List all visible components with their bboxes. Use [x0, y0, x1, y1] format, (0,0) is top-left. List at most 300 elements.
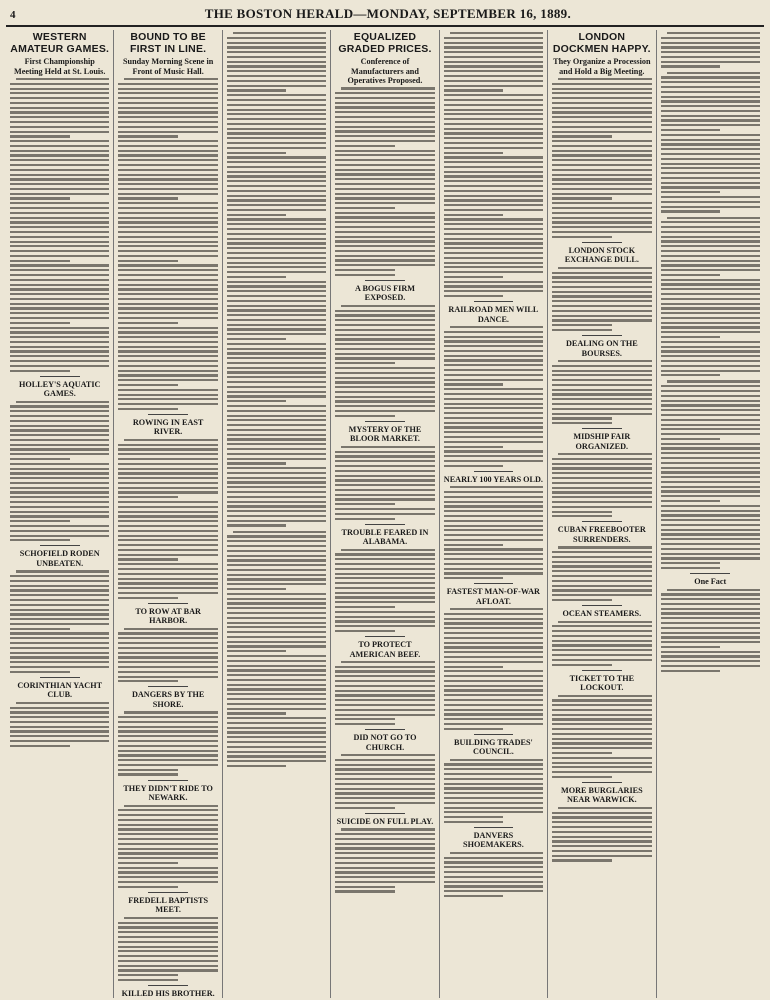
- text-block: [444, 32, 543, 297]
- text-line: [341, 446, 434, 448]
- text-line: [335, 518, 395, 520]
- text-line: [118, 250, 217, 252]
- text-line: [558, 695, 651, 697]
- text-line: [552, 286, 651, 288]
- text-line: [661, 303, 760, 305]
- text-line: [10, 107, 109, 109]
- text-line: [661, 433, 760, 435]
- text-line: [118, 578, 217, 580]
- text-line: [118, 867, 217, 869]
- text-line: [227, 271, 326, 273]
- text-line: [552, 315, 651, 317]
- text-line: [227, 545, 326, 547]
- text-line: [118, 317, 217, 319]
- text-line: [10, 183, 109, 185]
- text-line: [227, 626, 326, 628]
- text-line: [661, 390, 760, 392]
- text-line: [10, 317, 109, 319]
- text-line: [552, 747, 651, 749]
- text-line: [335, 216, 434, 218]
- text-line: [661, 670, 721, 672]
- text-line: [552, 511, 612, 513]
- text-line: [118, 341, 217, 343]
- column-body: [118, 78, 217, 998]
- text-line: [661, 524, 760, 526]
- text-line: [552, 709, 651, 711]
- text-line: [552, 723, 651, 725]
- section-head: OCEAN STEAMERS.: [562, 609, 642, 619]
- text-line: [552, 649, 651, 651]
- text-line: [118, 88, 217, 90]
- section-head: NEARLY 100 YEARS OLD.: [443, 474, 543, 484]
- text-line: [335, 508, 434, 510]
- text-line: [227, 190, 326, 192]
- text-line: [118, 92, 217, 94]
- text-line: [227, 462, 287, 464]
- text-line: [10, 336, 109, 338]
- text-line: [227, 395, 326, 397]
- text-block: [227, 531, 326, 767]
- text-line: [335, 704, 434, 706]
- text-line: [335, 231, 434, 233]
- text-line: [118, 260, 178, 262]
- text-line: [444, 355, 543, 357]
- text-line: [444, 763, 543, 765]
- text-line: [335, 709, 434, 711]
- text-line: [10, 188, 109, 190]
- text-line: [10, 298, 109, 300]
- text-line: [444, 422, 543, 424]
- text-line: [227, 708, 326, 710]
- text-line: [118, 255, 217, 257]
- text-line: [558, 807, 651, 809]
- text-line: [227, 233, 326, 235]
- text-line: [552, 145, 651, 147]
- text-line: [118, 403, 217, 405]
- text-line: [661, 110, 760, 112]
- text-line: [335, 606, 395, 608]
- text-line: [118, 245, 217, 247]
- text-line: [118, 936, 217, 938]
- text-line: [444, 89, 504, 91]
- text-line: [552, 140, 651, 142]
- text-line: [227, 295, 326, 297]
- text-line: [16, 702, 109, 704]
- headline: EQUALIZED GRADED PRICES.: [338, 31, 432, 55]
- column-body: [10, 78, 109, 747]
- text-line: [118, 159, 217, 161]
- text-line: [335, 857, 434, 859]
- text-line: [661, 414, 760, 416]
- text-line: [227, 175, 326, 177]
- text-line: [227, 496, 326, 498]
- text-line: [552, 231, 651, 233]
- text-line: [335, 699, 434, 701]
- text-line: [558, 78, 651, 80]
- text-line: [444, 553, 543, 555]
- text-line: [661, 326, 760, 328]
- text-line: [335, 764, 434, 766]
- text-line: [444, 56, 543, 58]
- text-line: [335, 592, 434, 594]
- text-line: [661, 336, 721, 338]
- text-line: [444, 152, 504, 154]
- text-line: [661, 562, 721, 564]
- text-line: [10, 83, 109, 85]
- text-block: [552, 621, 651, 666]
- text-line: [552, 422, 612, 424]
- text-line: [444, 666, 504, 668]
- text-line: [335, 783, 434, 785]
- text-line: [335, 381, 434, 383]
- text-line: [124, 805, 217, 807]
- text-line: [552, 281, 651, 283]
- text-line: [444, 383, 504, 385]
- text-line: [661, 245, 760, 247]
- text-line: [335, 503, 395, 505]
- column-3: [223, 30, 331, 998]
- text-line: [661, 529, 760, 531]
- text-line: [335, 250, 434, 252]
- text-line: [552, 733, 651, 735]
- text-line: [552, 859, 612, 861]
- text-line: [227, 617, 326, 619]
- text-line: [661, 240, 760, 242]
- section-head: MORE BURGLARIES NEAR WARWICK.: [560, 786, 643, 805]
- text-line: [335, 140, 434, 142]
- text-line: [444, 441, 543, 443]
- text-line: [118, 202, 217, 204]
- text-line: [118, 974, 178, 976]
- text-line: [227, 309, 326, 311]
- text-line: [10, 468, 109, 470]
- text-line: [227, 161, 326, 163]
- section-rule: [365, 729, 405, 730]
- text-line: [10, 444, 109, 446]
- text-line: [444, 713, 543, 715]
- text-line: [10, 140, 109, 142]
- text-line: [118, 506, 217, 508]
- text-line: [552, 408, 651, 410]
- section-rule: [582, 605, 622, 606]
- text-line: [118, 408, 178, 410]
- text-line: [444, 166, 543, 168]
- text-line: [444, 778, 543, 780]
- text-line: [118, 331, 217, 333]
- text-line: [444, 642, 543, 644]
- text-line: [124, 628, 217, 630]
- text-line: [335, 694, 434, 696]
- text-line: [444, 792, 543, 794]
- text-line: [335, 484, 434, 486]
- text-line: [118, 135, 178, 137]
- text-line: [227, 109, 326, 111]
- text-line: [661, 172, 760, 174]
- text-line: [118, 558, 178, 560]
- section-head: One Fact: [694, 577, 727, 587]
- text-line: [118, 322, 178, 324]
- text-line: [335, 465, 434, 467]
- text-line: [552, 762, 651, 764]
- text-line: [552, 183, 651, 185]
- text-block: [661, 72, 760, 213]
- text-line: [118, 303, 217, 305]
- text-line: [335, 714, 434, 716]
- text-line: [444, 104, 543, 106]
- text-line: [661, 452, 760, 454]
- text-block: [552, 807, 651, 862]
- text-line: [552, 188, 651, 190]
- text-line: [661, 279, 760, 281]
- text-line: [227, 722, 326, 724]
- text-block: [335, 549, 434, 632]
- text-line: [661, 115, 760, 117]
- text-block: [10, 78, 109, 372]
- text-line: [335, 867, 434, 869]
- text-line: [227, 486, 326, 488]
- text-line: [118, 515, 217, 517]
- text-line: [552, 472, 651, 474]
- text-line: [552, 226, 651, 228]
- text-line: [444, 426, 543, 428]
- text-line: [444, 340, 543, 342]
- text-line: [227, 434, 326, 436]
- text-line: [10, 350, 109, 352]
- text-line: [661, 134, 760, 136]
- text-line: [552, 718, 651, 720]
- text-line: [335, 102, 434, 104]
- text-line: [227, 491, 326, 493]
- text-line: [552, 319, 651, 321]
- text-line: [10, 511, 109, 513]
- text-line: [552, 417, 612, 419]
- text-line: [661, 191, 721, 193]
- text-line: [661, 331, 760, 333]
- text-line: [661, 612, 760, 614]
- text-line: [444, 496, 543, 498]
- text-line: [552, 766, 651, 768]
- text-line: [10, 604, 109, 606]
- text-line: [661, 632, 760, 634]
- section-head: KILLED HIS BROTHER.: [121, 989, 215, 998]
- text-line: [227, 438, 326, 440]
- text-line: [335, 121, 434, 123]
- text-line: [118, 886, 178, 888]
- text-line: [227, 622, 326, 624]
- text-line: [661, 419, 760, 421]
- text-line: [227, 453, 326, 455]
- text-line: [661, 81, 760, 83]
- text-line: [10, 515, 109, 517]
- text-line: [341, 87, 434, 89]
- text-line: [444, 515, 543, 517]
- text-line: [661, 365, 760, 367]
- text-line: [10, 288, 109, 290]
- text-line: [227, 458, 326, 460]
- text-line: [118, 582, 217, 584]
- text-line: [444, 161, 543, 163]
- section-rule: [474, 734, 514, 735]
- text-line: [227, 257, 326, 259]
- text-line: [118, 482, 217, 484]
- text-line: [10, 410, 109, 412]
- text-line: [227, 204, 326, 206]
- text-line: [444, 568, 543, 570]
- text-line: [552, 202, 651, 204]
- text-line: [227, 209, 326, 211]
- text-line: [661, 312, 760, 314]
- text-line: [444, 403, 543, 405]
- text-line: [10, 405, 109, 407]
- text-line: [227, 760, 326, 762]
- text-line: [335, 173, 434, 175]
- text-line: [661, 236, 760, 238]
- text-line: [227, 679, 326, 681]
- text-line: [10, 482, 109, 484]
- text-line: [118, 379, 217, 381]
- text-line: [118, 637, 217, 639]
- text-line: [335, 353, 434, 355]
- text-line: [661, 148, 760, 150]
- text-line: [10, 327, 109, 329]
- text-line: [552, 477, 651, 479]
- text-line: [444, 529, 543, 531]
- text-line: [10, 628, 70, 630]
- text-line: [227, 180, 326, 182]
- text-line: [661, 495, 760, 497]
- text-line: [118, 563, 217, 565]
- text-line: [552, 135, 612, 137]
- text-line: [667, 589, 760, 591]
- text-line: [227, 171, 326, 173]
- text-line: [552, 97, 651, 99]
- text-line: [444, 558, 543, 560]
- text-line: [444, 290, 543, 292]
- text-line: [661, 385, 760, 387]
- text-line: [444, 223, 543, 225]
- text-line: [10, 150, 109, 152]
- text-line: [227, 252, 326, 254]
- text-line: [227, 481, 326, 483]
- text-line: [10, 730, 109, 732]
- text-line: [552, 580, 651, 582]
- text-line: [552, 178, 651, 180]
- text-line: [552, 855, 651, 857]
- text-line: [10, 439, 109, 441]
- text-line: [227, 381, 326, 383]
- text-line: [661, 269, 760, 271]
- section-rule: [148, 892, 188, 893]
- text-line: [335, 319, 434, 321]
- text-line: [552, 826, 651, 828]
- text-line: [444, 811, 543, 813]
- text-line: [335, 577, 434, 579]
- text-line: [444, 123, 543, 125]
- text-line: [227, 276, 287, 278]
- text-line: [444, 871, 543, 873]
- text-block: [118, 917, 217, 981]
- text-line: [444, 42, 543, 44]
- text-line: [335, 221, 434, 223]
- text-line: [552, 193, 651, 195]
- text-line: [661, 409, 760, 411]
- text-line: [558, 546, 651, 548]
- section-head: FASTEST MAN-OF-WAR AFLOAT.: [446, 587, 540, 606]
- text-line: [335, 207, 395, 209]
- text-line: [444, 247, 543, 249]
- text-line: [227, 328, 326, 330]
- text-line: [227, 593, 326, 595]
- text-line: [444, 510, 543, 512]
- text-line: [118, 501, 217, 503]
- column-5: [440, 30, 548, 998]
- section-rule: [582, 521, 622, 522]
- text-line: [227, 285, 326, 287]
- text-line: [552, 630, 651, 632]
- text-line: [552, 659, 651, 661]
- text-line: [552, 126, 651, 128]
- text-line: [444, 257, 543, 259]
- text-line: [118, 535, 217, 537]
- text-line: [335, 625, 434, 627]
- masthead: [6, 4, 764, 27]
- text-line: [227, 391, 326, 393]
- text-line: [118, 140, 217, 142]
- text-line: [118, 721, 217, 723]
- section-head: CUBAN FREEBOOTER SURRENDERS.: [557, 525, 646, 544]
- text-line: [444, 142, 543, 144]
- text-line: [10, 458, 70, 460]
- text-line: [444, 802, 543, 804]
- text-line: [444, 861, 543, 863]
- section-rule: [148, 780, 188, 781]
- text-line: [118, 926, 217, 928]
- text-line: [227, 281, 326, 283]
- text-line: [227, 137, 326, 139]
- text-line: [10, 716, 109, 718]
- text-line: [10, 250, 109, 252]
- text-line: [227, 37, 326, 39]
- text-line: [661, 457, 760, 459]
- text-line: [444, 80, 543, 82]
- text-line: [10, 135, 70, 137]
- text-line: [118, 365, 217, 367]
- text-block: [661, 32, 760, 68]
- text-line: [335, 164, 434, 166]
- section-rule: [474, 471, 514, 472]
- text-line: [552, 458, 651, 460]
- text-line: [552, 236, 612, 238]
- text-line: [118, 750, 217, 752]
- section-rule: [582, 428, 622, 429]
- text-line: [341, 549, 434, 551]
- text-line: [227, 419, 326, 421]
- text-line: [444, 407, 543, 409]
- text-line: [335, 97, 434, 99]
- text-line: [335, 489, 434, 491]
- text-line: [227, 123, 326, 125]
- text-line: [118, 549, 217, 551]
- text-line: [118, 809, 217, 811]
- text-line: [552, 561, 651, 563]
- text-line: [661, 505, 760, 507]
- text-line: [227, 371, 326, 373]
- text-line: [118, 174, 217, 176]
- text-line: [227, 505, 326, 507]
- text-line: [10, 656, 109, 658]
- text-line: [227, 367, 326, 369]
- text-line: [335, 396, 434, 398]
